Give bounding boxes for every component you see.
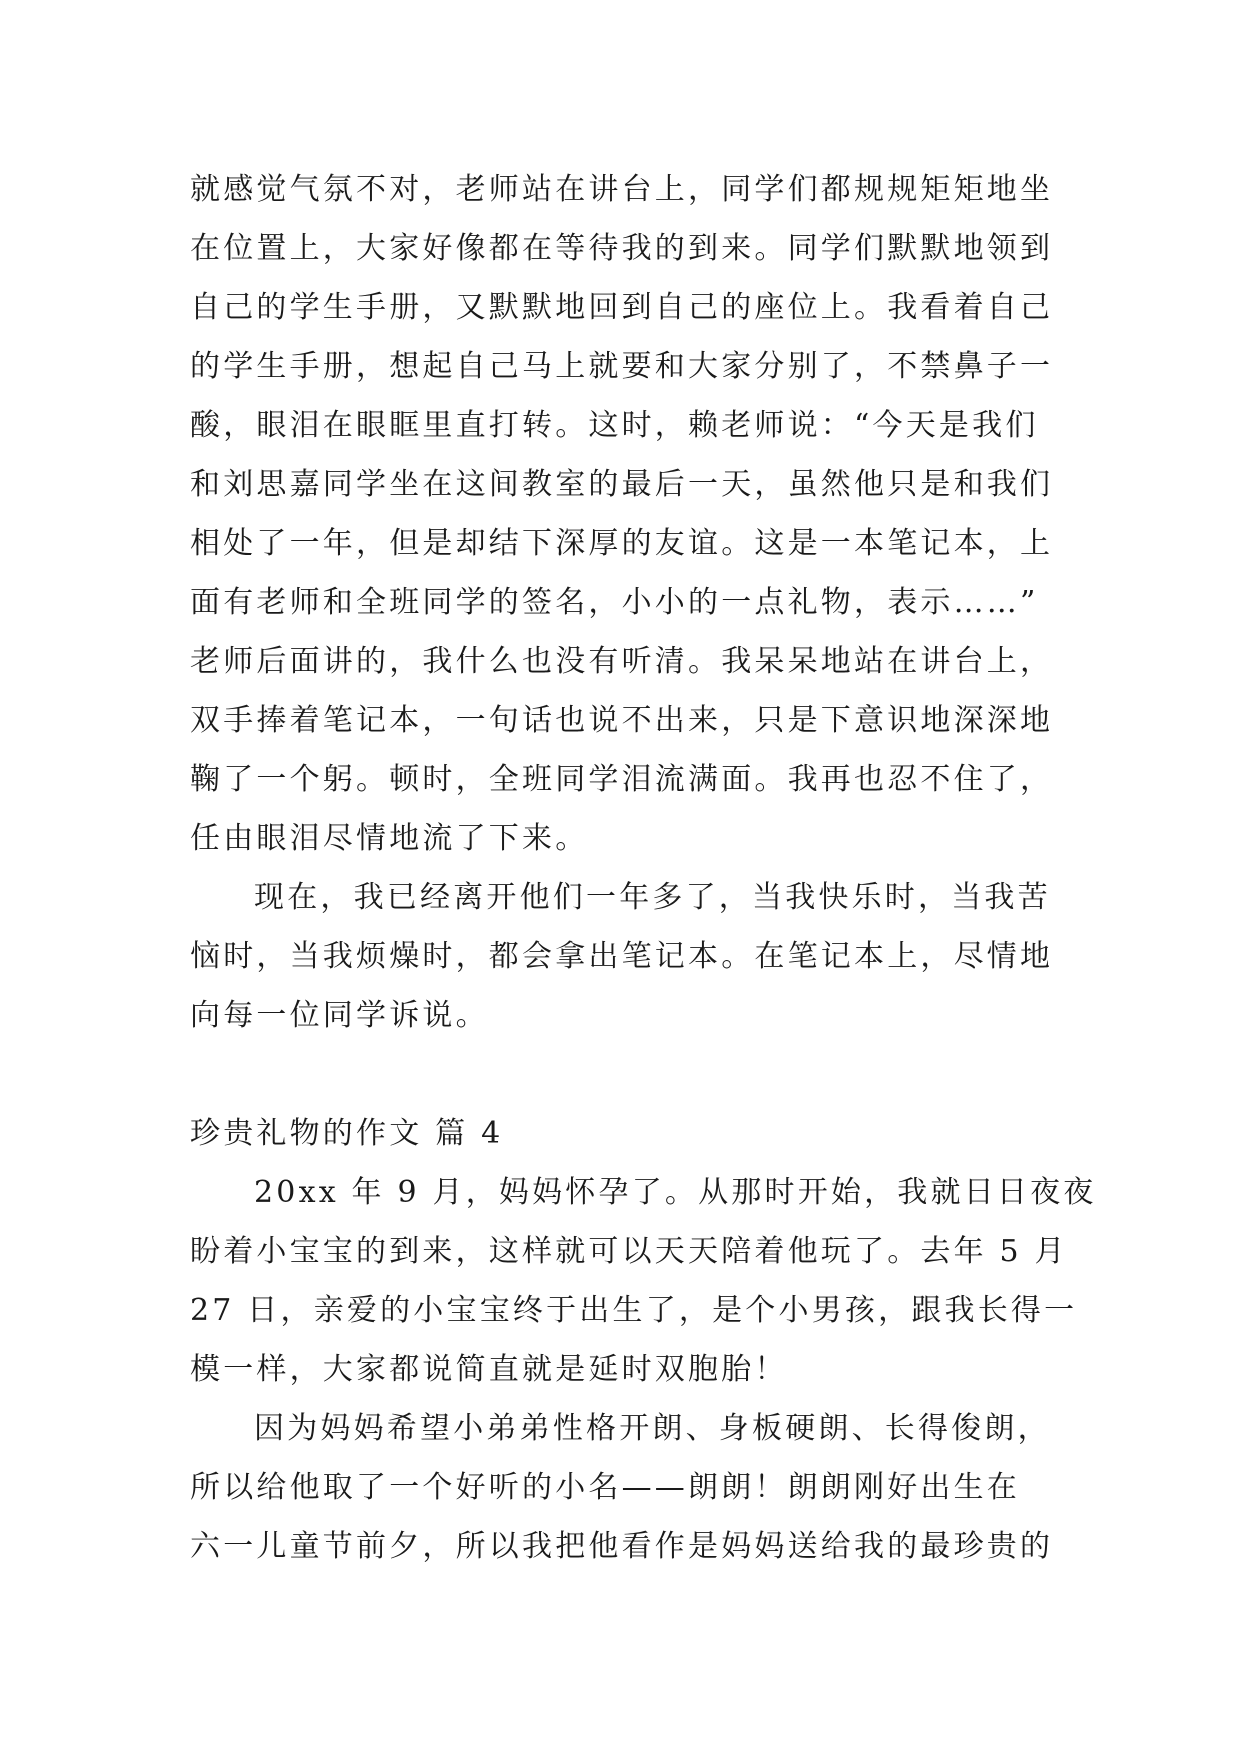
text-line: 因为妈妈希望小弟弟性格开朗、身板硬朗、长得俊朗，: [254, 1411, 1051, 1446]
document-body: [190, 160, 1097, 1576]
text-line: 双手捧着笔记本，一句话也说不出来，只是下意识地深深地: [190, 703, 1054, 738]
section-heading: 珍贵礼物的作文 篇 4: [190, 1116, 504, 1151]
text-line: 六一儿童节前夕，所以我把他看作是妈妈送给我的最珍贵的: [190, 1529, 1054, 1564]
text-line: 老师后面讲的，我什么也没有听清。我呆呆地站在讲台上，: [190, 644, 1054, 679]
text-line: 恼时，当我烦燥时，都会拿出笔记本。在笔记本上，尽情地: [190, 939, 1054, 974]
paragraph-nickname: [190, 1399, 1070, 1576]
text-line: 现在，我已经离开他们一年多了，当我快乐时，当我苦: [254, 880, 1051, 915]
text-line: 27 日，亲爱的小宝宝终于出生了，是个小男孩，跟我长得一: [190, 1293, 1078, 1328]
text-line: 和刘思嘉同学坐在这间教室的最后一天，虽然他只是和我们: [190, 467, 1054, 502]
text-line: 就感觉气氛不对，老师站在讲台上，同学们都规规矩矩地坐: [190, 172, 1054, 207]
text-line: 自己的学生手册，又默默地回到自己的座位上。我看着自己: [190, 290, 1054, 325]
paragraph-farewell: [190, 160, 1070, 868]
text-line: 面有老师和全班同学的签名，小小的一点礼物，表示……”: [190, 585, 1039, 620]
text-line: 任由眼泪尽情地流了下来。: [190, 821, 589, 856]
paragraph-now: [190, 868, 1070, 1045]
text-line: 在位置上，大家好像都在等待我的到来。同学们默默地领到: [190, 231, 1054, 266]
text-line: 20xx 年 9 月，妈妈怀孕了。从那时开始，我就日日夜夜: [254, 1175, 1097, 1210]
text-line: 的学生手册，想起自己马上就要和大家分别了，不禁鼻子一: [190, 349, 1054, 384]
text-line: 鞠了一个躬。顿时，全班同学泪流满面。我再也忍不住了，: [190, 762, 1054, 797]
text-line: 酸，眼泪在眼眶里直打转。这时，赖老师说：“今天是我们: [190, 408, 1039, 443]
text-line: 所以给他取了一个好听的小名——朗朗！朗朗刚好出生在: [190, 1470, 1020, 1505]
text-line: 向每一位同学诉说。: [190, 998, 489, 1033]
text-line: 相处了一年，但是却结下深厚的友谊。这是一本笔记本，上: [190, 526, 1054, 561]
text-line: 模一样，大家都说简直就是延时双胞胎！: [190, 1352, 788, 1387]
paragraph-pregnancy: [190, 1163, 1097, 1399]
text-line: 盼着小宝宝的到来，这样就可以天天陪着他玩了。去年 5 月: [190, 1234, 1068, 1269]
section-spacer: [190, 1045, 1070, 1104]
